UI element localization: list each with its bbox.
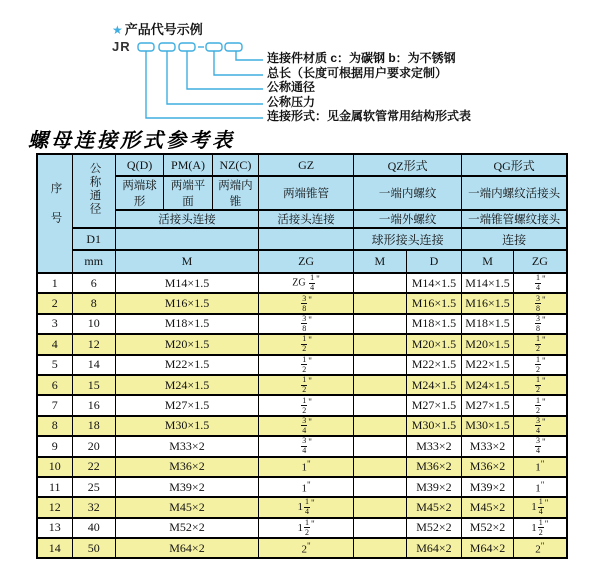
legend-nominal-pressure: 公称压力 bbox=[267, 94, 316, 109]
cell-qz-m bbox=[354, 334, 407, 354]
connector-line-length bbox=[214, 51, 263, 75]
header-empty-gz-area bbox=[259, 228, 354, 250]
cell-dn-mm: 25 bbox=[72, 477, 115, 497]
cell-dn-mm: 10 bbox=[72, 314, 115, 334]
cell-qz-m bbox=[354, 395, 407, 415]
cell-qg-zg: $\frac{1}{2}$ " bbox=[513, 375, 567, 395]
cell-qz-m bbox=[354, 314, 407, 334]
cell-thread-m: M14×1.5 bbox=[115, 273, 258, 293]
diagram-caption-text: 产品代号示例 bbox=[124, 22, 203, 37]
cell-qz-m bbox=[354, 273, 407, 293]
legend-material: 连接件材质 c：为碳钢 b：为不锈钢 bbox=[267, 51, 456, 65]
table-row bbox=[37, 375, 567, 395]
cell-gz-zg: $\frac{3}{8}$ " bbox=[259, 314, 354, 334]
header-qg-desc1: 一端内螺纹活接头 bbox=[462, 176, 567, 210]
cell-qz-m bbox=[354, 497, 407, 517]
cell-thread-m: M36×2 bbox=[115, 457, 258, 477]
cell-gz-zg: $\frac{1}{2}$ " bbox=[259, 395, 354, 415]
cell-thread-m: M33×2 bbox=[115, 436, 258, 456]
code-box-3 bbox=[179, 43, 195, 51]
header-qg-m: M bbox=[462, 250, 514, 273]
cell-qg-m: M64×2 bbox=[462, 538, 514, 558]
cell-thread-m: M24×1.5 bbox=[115, 375, 258, 395]
cell-dn-mm: 40 bbox=[72, 518, 115, 538]
table-row bbox=[37, 355, 567, 375]
cell-qg-zg: 1 $\frac{1}{2}$ " bbox=[513, 518, 567, 538]
header-col-qz: QZ形式 bbox=[354, 154, 462, 176]
cell-dn-mm: 18 bbox=[72, 416, 115, 436]
cell-qg-m: M14×1.5 bbox=[462, 273, 514, 293]
cell-seq-no: 6 bbox=[37, 375, 72, 395]
cell-qg-m: M18×1.5 bbox=[462, 314, 514, 334]
cell-qz-d: M16×1.5 bbox=[406, 293, 462, 313]
nut-connection-reference-table bbox=[36, 153, 568, 559]
cell-qz-m bbox=[354, 457, 407, 477]
header-zg: ZG bbox=[259, 250, 354, 273]
cell-gz-zg: ZG $\frac{1}{4}$ " bbox=[259, 273, 354, 293]
cell-qz-d: M39×2 bbox=[406, 477, 462, 497]
cell-seq-no: 7 bbox=[37, 395, 72, 415]
header-union-joint: 活接头连接 bbox=[115, 210, 258, 228]
cell-qz-d: M30×1.5 bbox=[406, 416, 462, 436]
header-d1: D1 bbox=[72, 228, 115, 250]
cell-seq-no: 14 bbox=[37, 538, 72, 558]
header-col-pm: PM(A) bbox=[164, 154, 212, 176]
cell-thread-m: M22×1.5 bbox=[115, 355, 258, 375]
cell-gz-zg: 2" bbox=[259, 538, 354, 558]
legend-nominal-diameter: 公称通径 bbox=[267, 80, 316, 95]
cell-dn-mm: 8 bbox=[72, 293, 115, 313]
cell-qz-d: M45×2 bbox=[406, 497, 462, 517]
cell-dn-mm: 6 bbox=[72, 273, 115, 293]
cell-qg-zg: $\frac{3}{4}$ " bbox=[513, 436, 567, 456]
cell-qg-zg: 2" bbox=[513, 538, 567, 558]
cell-qz-m bbox=[354, 518, 407, 538]
cell-gz-zg: 1 $\frac{1}{2}$ " bbox=[259, 518, 354, 538]
table-body bbox=[37, 273, 567, 558]
cell-qz-d: M20×1.5 bbox=[406, 334, 462, 354]
cell-qg-m: M33×2 bbox=[462, 436, 514, 456]
cell-dn-mm: 15 bbox=[72, 375, 115, 395]
cell-qz-m bbox=[354, 416, 407, 436]
cell-seq-no: 4 bbox=[37, 334, 72, 354]
cell-qz-m bbox=[354, 293, 407, 313]
cell-qg-m: M27×1.5 bbox=[462, 395, 514, 415]
legend-connection-form: 连接形式：见金属软管常用结构形式表 bbox=[267, 109, 472, 124]
cell-thread-m: M45×2 bbox=[115, 497, 258, 517]
cell-qg-zg: 1" bbox=[513, 457, 567, 477]
cell-thread-m: M20×1.5 bbox=[115, 334, 258, 354]
table-row bbox=[37, 457, 567, 477]
cell-dn-mm: 12 bbox=[72, 334, 115, 354]
cell-qz-d: M36×2 bbox=[406, 457, 462, 477]
cell-qz-d: M33×2 bbox=[406, 436, 462, 456]
cell-gz-zg: $\frac{1}{2}$ " bbox=[259, 334, 354, 354]
cell-gz-zg: 1" bbox=[259, 457, 354, 477]
cell-qg-zg: $\frac{3}{8}$ " bbox=[513, 293, 567, 313]
cell-seq-no: 5 bbox=[37, 355, 72, 375]
cell-qz-m bbox=[354, 436, 407, 456]
cell-qg-zg: $\frac{1}{4}$ " bbox=[513, 273, 567, 293]
cell-qz-m bbox=[354, 375, 407, 395]
cell-seq-no: 3 bbox=[37, 314, 72, 334]
table-row bbox=[37, 334, 567, 354]
cell-dn-mm: 22 bbox=[72, 457, 115, 477]
connector-line-diameter bbox=[187, 51, 263, 89]
cell-qg-zg: $\frac{3}{8}$ " bbox=[513, 314, 567, 334]
cell-qz-d: M22×1.5 bbox=[406, 355, 462, 375]
header-empty-m-area bbox=[115, 228, 258, 250]
cell-gz-zg: $\frac{1}{2}$ " bbox=[259, 355, 354, 375]
cell-dn-mm: 32 bbox=[72, 497, 115, 517]
legend-total-length: 总长（长度可根据用户要求定制） bbox=[267, 65, 448, 80]
cell-thread-m: M39×2 bbox=[115, 477, 258, 497]
table-row bbox=[37, 477, 567, 497]
cell-gz-zg: $\frac{1}{2}$ " bbox=[259, 375, 354, 395]
cell-qz-m bbox=[354, 355, 407, 375]
page-title: 螺母连接形式参考表 bbox=[28, 128, 235, 152]
header-qg-zg: ZG bbox=[513, 250, 567, 273]
header-nz-desc: 两端内锥 bbox=[212, 176, 258, 210]
header-nominal-diameter: 公称通径 bbox=[72, 154, 115, 228]
cell-thread-m: M27×1.5 bbox=[115, 395, 258, 415]
code-prefix: JR bbox=[112, 39, 131, 54]
cell-thread-m: M16×1.5 bbox=[115, 293, 258, 313]
cell-gz-zg: 1" bbox=[259, 477, 354, 497]
cell-seq-no: 1 bbox=[37, 273, 72, 293]
header-pm-desc: 两端平面 bbox=[164, 176, 212, 210]
cell-qz-d: M52×2 bbox=[406, 518, 462, 538]
header-col-nz: NZ(C) bbox=[212, 154, 258, 176]
code-box-4 bbox=[206, 43, 222, 51]
cell-dn-mm: 16 bbox=[72, 395, 115, 415]
cell-seq-no: 9 bbox=[37, 436, 72, 456]
cell-qg-m: M36×2 bbox=[462, 457, 514, 477]
table-row bbox=[37, 416, 567, 436]
header-qz-desc2: 一端外螺纹 bbox=[354, 210, 462, 228]
cell-qg-zg: $\frac{1}{2}$ " bbox=[513, 395, 567, 415]
header-qz-m: M bbox=[354, 250, 407, 273]
cell-qg-zg: 1" bbox=[513, 477, 567, 497]
cell-qz-d: M14×1.5 bbox=[406, 273, 462, 293]
cell-thread-m: M64×2 bbox=[115, 538, 258, 558]
cell-qg-m: M24×1.5 bbox=[462, 375, 514, 395]
cell-dn-mm: 50 bbox=[72, 538, 115, 558]
cell-gz-zg: $\frac{3}{4}$ " bbox=[259, 416, 354, 436]
code-box-5 bbox=[225, 43, 242, 51]
header-col-q: Q(D) bbox=[115, 154, 163, 176]
cell-dn-mm: 14 bbox=[72, 355, 115, 375]
header-col-qg: QG形式 bbox=[462, 154, 567, 176]
header-qg-desc3: 连接 bbox=[462, 228, 567, 250]
table-row bbox=[37, 518, 567, 538]
connector-line-connection bbox=[146, 51, 263, 118]
cell-seq-no: 11 bbox=[37, 477, 72, 497]
table-row bbox=[37, 293, 567, 313]
cell-thread-m: M30×1.5 bbox=[115, 416, 258, 436]
cell-gz-zg: $\frac{3}{8}$ " bbox=[259, 293, 354, 313]
cell-qg-m: M30×1.5 bbox=[462, 416, 514, 436]
cell-qz-d: M24×1.5 bbox=[406, 375, 462, 395]
code-legend bbox=[267, 51, 471, 124]
cell-qz-d: M64×2 bbox=[406, 538, 462, 558]
cell-seq-no: 2 bbox=[37, 293, 72, 313]
header-q-desc: 两端球形 bbox=[115, 176, 163, 210]
cell-qz-d: M18×1.5 bbox=[406, 314, 462, 334]
header-seq-no: 序号 bbox=[37, 154, 72, 273]
header-m: M bbox=[115, 250, 258, 273]
cell-qg-zg: $\frac{1}{2}$ " bbox=[513, 355, 567, 375]
table-row bbox=[37, 395, 567, 415]
cell-qg-zg: 1 $\frac{1}{4}$ " bbox=[513, 497, 567, 517]
table-row bbox=[37, 273, 567, 293]
cell-gz-zg: $\frac{3}{4}$ " bbox=[259, 436, 354, 456]
connector-line-material bbox=[236, 51, 263, 60]
cell-dn-mm: 20 bbox=[72, 436, 115, 456]
cell-seq-no: 10 bbox=[37, 457, 72, 477]
header-qg-desc2: 一端锥管螺纹接头 bbox=[462, 210, 567, 228]
header-qz-d: D bbox=[406, 250, 462, 273]
cell-qz-d: M27×1.5 bbox=[406, 395, 462, 415]
cell-seq-no: 8 bbox=[37, 416, 72, 436]
header-mm: mm bbox=[72, 250, 115, 273]
cell-qz-m bbox=[354, 477, 407, 497]
cell-qg-m: M22×1.5 bbox=[462, 355, 514, 375]
cell-qg-m: M20×1.5 bbox=[462, 334, 514, 354]
cell-thread-m: M18×1.5 bbox=[115, 314, 258, 334]
header-gz-desc: 两端锥管 bbox=[259, 176, 354, 210]
star-icon: ★ bbox=[112, 23, 123, 37]
cell-qg-m: M39×2 bbox=[462, 477, 514, 497]
cell-qg-zg: $\frac{1}{2}$ " bbox=[513, 334, 567, 354]
cell-qg-m: M52×2 bbox=[462, 518, 514, 538]
table-row bbox=[37, 538, 567, 558]
cell-thread-m: M52×2 bbox=[115, 518, 258, 538]
table-row bbox=[37, 497, 567, 517]
cell-gz-zg: 1 $\frac{1}{4}$ " bbox=[259, 497, 354, 517]
connector-line-pressure bbox=[167, 51, 263, 104]
header-qz-desc1: 一端内螺纹 bbox=[354, 176, 462, 210]
header-qz-desc3: 球形接头连接 bbox=[354, 228, 462, 250]
header-col-gz: GZ bbox=[259, 154, 354, 176]
code-box-1 bbox=[138, 43, 154, 51]
cell-qz-m bbox=[354, 538, 407, 558]
code-box-2 bbox=[159, 43, 175, 51]
cell-qg-m: M16×1.5 bbox=[462, 293, 514, 313]
cell-seq-no: 12 bbox=[37, 497, 72, 517]
table-row bbox=[37, 436, 567, 456]
cell-seq-no: 13 bbox=[37, 518, 72, 538]
cell-qg-m: M45×2 bbox=[462, 497, 514, 517]
cell-qg-zg: $\frac{3}{4}$ " bbox=[513, 416, 567, 436]
table-row bbox=[37, 314, 567, 334]
header-gz-union-joint: 活接头连接 bbox=[259, 210, 354, 228]
